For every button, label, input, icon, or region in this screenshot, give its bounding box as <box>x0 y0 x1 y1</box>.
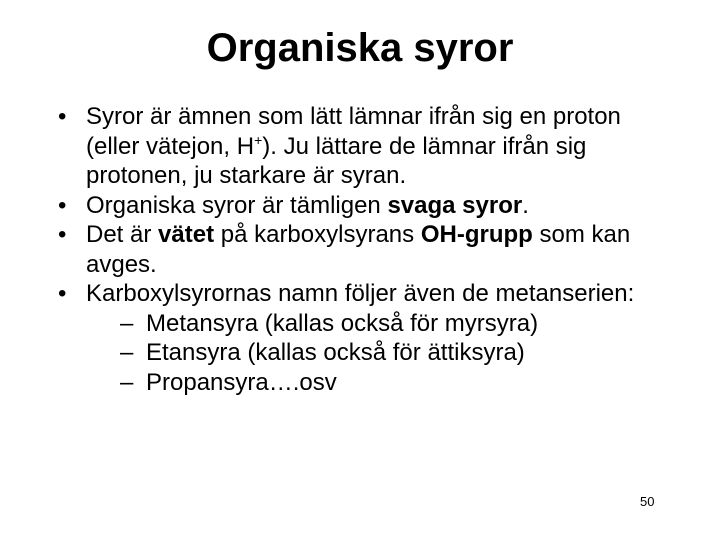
sub-item-metansyra <box>86 309 678 339</box>
bullet-text: Organiska syror är tämligen <box>86 191 388 219</box>
bullet-text: på karboxylsyrans <box>214 221 421 248</box>
bullet-item-weak-acids <box>58 191 678 221</box>
superscript-plus: + <box>254 131 263 148</box>
bullet-symbol: • <box>58 103 67 130</box>
dash-symbol: – <box>120 368 134 396</box>
page-number: 50 <box>640 494 655 509</box>
slide-title: Organiska syror <box>206 26 514 70</box>
bold-text: OH-grupp <box>420 221 533 248</box>
bullet-item-acids-definition <box>58 102 678 191</box>
bullet-text: . <box>522 191 529 219</box>
slide-content <box>58 102 678 397</box>
bullet-text: Karboxylsyrornas namn följer även de metanserien: <box>86 280 635 307</box>
sub-item-etansyra <box>86 338 678 368</box>
bold-text: vätet <box>158 221 215 248</box>
bullet-symbol: • <box>58 221 67 248</box>
bullet-text: ). Ju lättare de lämnar ifrån sig protonen, ju starkare är syran. <box>86 132 587 189</box>
bold-text: svaga syror <box>387 191 523 219</box>
bullet-item-hydrogen <box>58 220 678 279</box>
bullet-text: som kan avges. <box>86 221 631 278</box>
bullet-item-naming <box>58 279 678 309</box>
sub-item-propansyra <box>86 368 678 398</box>
bullet-symbol: • <box>58 191 67 219</box>
sub-item-text: Metansyra (kallas också för myrsyra) <box>146 309 539 337</box>
bullet-symbol: • <box>58 280 67 307</box>
bullet-text: Syror är ämnen som lätt lämnar ifrån sig en proton (eller vätejon, H <box>86 103 621 160</box>
dash-symbol: – <box>120 309 134 337</box>
bullet-text: Det är <box>86 221 159 248</box>
sub-item-text: Propansyra….osv <box>146 368 337 396</box>
dash-symbol: – <box>120 339 134 366</box>
sub-item-text: Etansyra (kallas också för ättiksyra) <box>146 339 525 366</box>
